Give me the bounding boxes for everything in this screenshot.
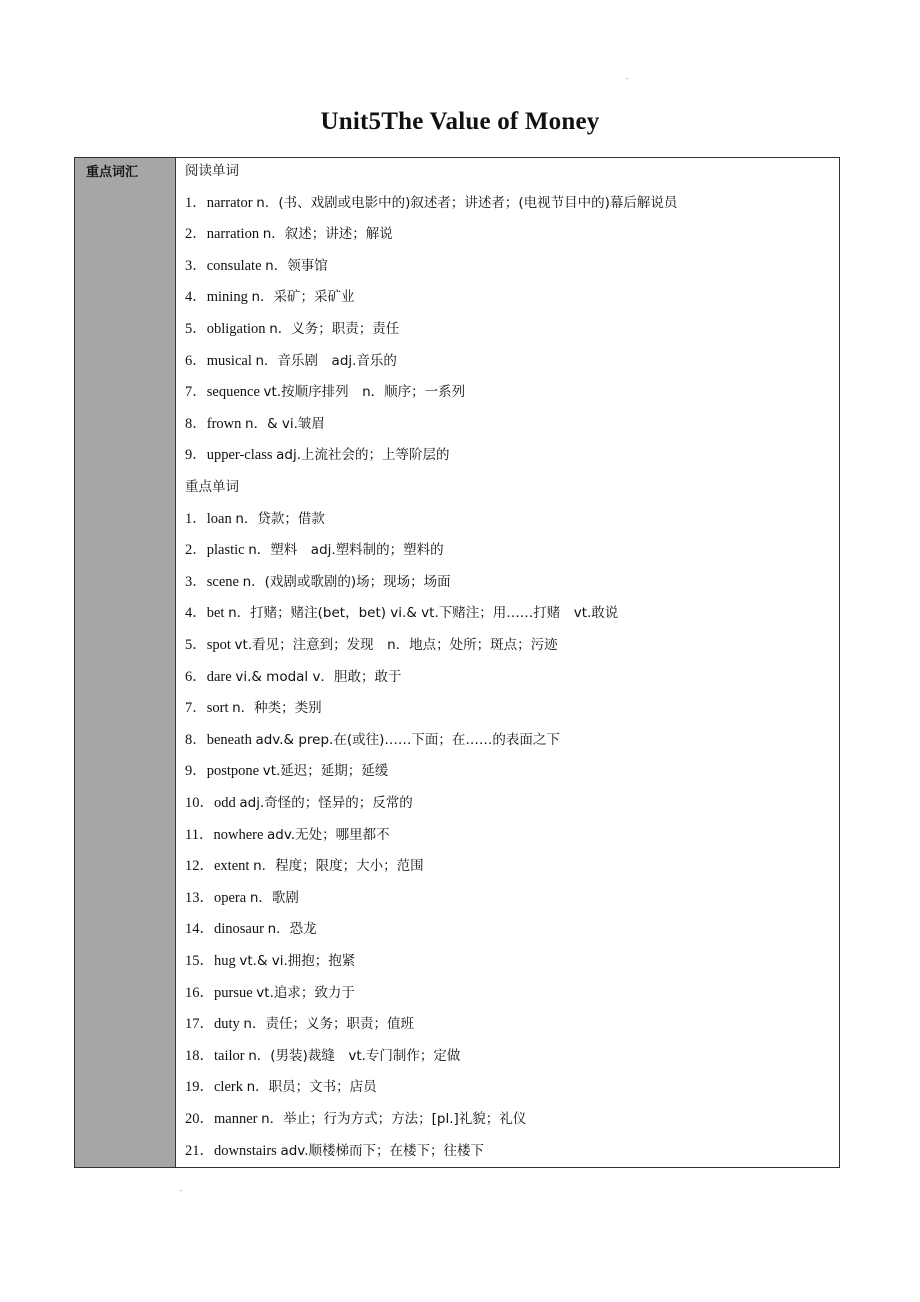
vocab-word: manner <box>214 1111 258 1127</box>
vocab-definition: adv.& prep.在(或往)……下面；在……的表面之下 <box>255 731 560 748</box>
vocab-definition: n．采矿；采矿业 <box>251 289 355 306</box>
vocab-item <box>185 667 401 687</box>
vocab-word: duty <box>214 1016 240 1033</box>
vocab-number: 9． <box>185 447 207 464</box>
vocab-number: 14． <box>185 921 214 938</box>
table-label-cell <box>75 158 176 1167</box>
vocab-word: frown <box>206 415 242 432</box>
vocab-item <box>185 1046 460 1066</box>
vocab-number: 2． <box>185 542 207 559</box>
vocab-definition: n．举止；行为方式；方法；[pl.]礼貌；礼仪 <box>261 1111 527 1127</box>
vocab-number: 3． <box>185 573 207 590</box>
vocab-item <box>185 730 560 750</box>
vocab-number: 4． <box>185 289 207 306</box>
vocab-word: tailor <box>214 1047 245 1064</box>
vocab-word: pursue <box>214 984 253 1001</box>
vocab-word: postpone <box>206 763 260 780</box>
vocab-word: plastic <box>206 542 245 559</box>
vocab-item <box>185 382 465 402</box>
vocab-definition: vt.追求；致力于 <box>256 984 355 1001</box>
vocab-number: 5． <box>185 321 207 337</box>
vocab-number: 8． <box>185 415 207 432</box>
vocab-definition: vt.按顺序排列 n．顺序；一系列 <box>263 384 466 401</box>
vocab-number: 16． <box>185 984 214 1001</box>
vocab-word: bet <box>206 605 225 622</box>
vocab-number: 2． <box>185 226 207 243</box>
vocab-item <box>185 793 413 813</box>
vocab-word: beneath <box>206 731 252 748</box>
vocab-item <box>185 193 677 213</box>
vocab-word: sort <box>206 700 229 717</box>
vocab-number: 13． <box>185 889 214 906</box>
vocab-definition: vt.看见；注意到；发现 n．地点；处所；斑点；污迹 <box>234 637 558 653</box>
vocab-number: 15． <box>185 953 214 969</box>
vocab-word: upper-class <box>206 447 273 464</box>
table-label: 重点词汇 <box>86 165 139 180</box>
vocab-number: 8． <box>185 731 207 748</box>
vocab-item <box>185 256 328 276</box>
vocab-word: downstairs <box>214 1142 277 1159</box>
vocab-word: narrator <box>206 194 253 211</box>
table-content-cell <box>176 158 839 1167</box>
section-heading: 阅读单词 <box>185 163 239 179</box>
vocab-definition: n．音乐剧 adj.音乐的 <box>255 352 397 369</box>
vocab-word: obligation <box>206 321 266 337</box>
vocab-item <box>185 224 393 244</box>
vocab-item <box>185 445 450 465</box>
page-mark-top <box>626 78 628 79</box>
vocab-word: dare <box>206 668 232 685</box>
vocab-word: narration <box>206 226 260 243</box>
vocab-item <box>185 319 399 339</box>
vocab-number: 12． <box>185 858 214 875</box>
vocab-number: 20． <box>185 1111 214 1127</box>
vocab-item <box>185 919 317 939</box>
vocab-word: musical <box>206 352 252 369</box>
vocab-definition: vi.& modal v．胆敢；敢于 <box>235 668 402 685</box>
vocab-item <box>185 540 444 560</box>
vocab-definition: adv.顺楼梯而下；在楼下；往楼下 <box>280 1142 485 1159</box>
vocab-number: 19． <box>185 1079 214 1096</box>
vocab-item <box>185 572 451 592</box>
vocab-word: sequence <box>206 384 260 401</box>
vocab-number: 10． <box>185 795 214 811</box>
vocab-number: 17． <box>185 1016 214 1033</box>
vocab-definition: n．叙述；讲述；解说 <box>262 226 393 243</box>
vocab-number: 11． <box>185 826 214 843</box>
vocab-word: scene <box>206 573 239 590</box>
vocab-definition: n．种类；类别 <box>232 700 322 717</box>
vocab-definition: n．(书、戏剧或电影中的)叙述者；讲述者；(电视节目中的)幕后解说员 <box>256 194 678 211</box>
vocab-table <box>74 157 840 1168</box>
vocab-word: mining <box>206 289 248 306</box>
vocab-word: dinosaur <box>214 921 264 938</box>
vocab-number: 18． <box>185 1047 214 1064</box>
vocab-definition: n．程度；限度；大小；范围 <box>253 858 424 875</box>
vocab-word: spot <box>206 637 231 653</box>
vocab-definition: n．贷款；借款 <box>235 510 325 527</box>
vocab-definition: vt.& vi.拥抱；抱紧 <box>239 953 356 969</box>
vocab-word: nowhere <box>213 826 264 843</box>
vocab-definition: n．恐龙 <box>267 921 317 938</box>
vocab-definition: n．义务；职责；责任 <box>269 321 400 337</box>
vocab-word: hug <box>214 953 236 969</box>
vocab-definition: n．(男装)裁缝 vt.专门制作；定做 <box>248 1047 461 1064</box>
vocab-item <box>185 351 397 371</box>
vocab-number: 3． <box>185 257 207 274</box>
vocab-item <box>185 698 322 718</box>
page-mark-bottom <box>180 1190 182 1191</box>
vocab-item <box>185 825 390 845</box>
vocab-item <box>185 603 618 623</box>
section-heading: 重点单词 <box>185 479 239 495</box>
vocab-number: 6． <box>185 352 207 369</box>
vocab-definition: n．歌剧 <box>249 889 299 906</box>
vocab-word: opera <box>214 889 247 906</box>
vocab-number: 1． <box>185 194 207 211</box>
vocab-item <box>185 1014 414 1034</box>
vocab-item <box>185 1077 377 1097</box>
vocab-item <box>185 414 325 434</box>
vocab-word: odd <box>214 795 236 811</box>
vocab-word: extent <box>214 858 250 875</box>
vocab-item <box>185 509 325 529</box>
vocab-word: consulate <box>206 257 262 274</box>
vocab-definition: n．责任；义务；职责；值班 <box>243 1016 414 1033</box>
vocab-item <box>185 951 355 971</box>
vocab-item <box>185 761 388 781</box>
vocab-definition: adj.奇怪的；怪异的；反常的 <box>239 795 413 811</box>
vocab-number: 7． <box>185 384 207 401</box>
vocab-definition: n．职员；文书；店员 <box>246 1079 377 1096</box>
vocab-definition: adv.无处；哪里都不 <box>267 826 390 843</box>
vocab-definition: n．塑料 adj.塑料制的；塑料的 <box>248 542 444 559</box>
vocab-definition: n．打赌；赌注(bet，bet) vi.& vt.下赌注；用……打赌 vt.敢说 <box>228 605 619 622</box>
vocab-definition: n．(戏剧或歌剧的)场；现场；场面 <box>242 573 451 590</box>
vocab-number: 7． <box>185 700 207 717</box>
vocab-definition: adj.上流社会的；上等阶层的 <box>276 447 450 464</box>
vocab-item <box>185 856 424 876</box>
vocab-definition: vt.延迟；延期；延缓 <box>262 763 389 780</box>
vocab-item <box>185 1109 526 1129</box>
vocab-number: 9． <box>185 763 207 780</box>
vocab-item <box>185 983 355 1003</box>
vocab-item <box>185 635 558 655</box>
vocab-number: 21． <box>185 1142 214 1159</box>
vocab-word: loan <box>206 510 232 527</box>
vocab-word: clerk <box>214 1079 243 1096</box>
vocab-number: 4． <box>185 605 207 622</box>
vocab-item <box>185 287 355 307</box>
vocab-number: 6． <box>185 668 207 685</box>
page-title: Unit5The Value of Money <box>320 108 600 135</box>
vocab-definition: n．& vi.皱眉 <box>245 415 325 432</box>
vocab-item <box>185 888 299 908</box>
vocab-number: 5． <box>185 637 207 653</box>
vocab-item <box>185 1141 484 1161</box>
vocab-number: 1． <box>185 510 207 527</box>
vocab-definition: n．领事馆 <box>265 257 328 274</box>
